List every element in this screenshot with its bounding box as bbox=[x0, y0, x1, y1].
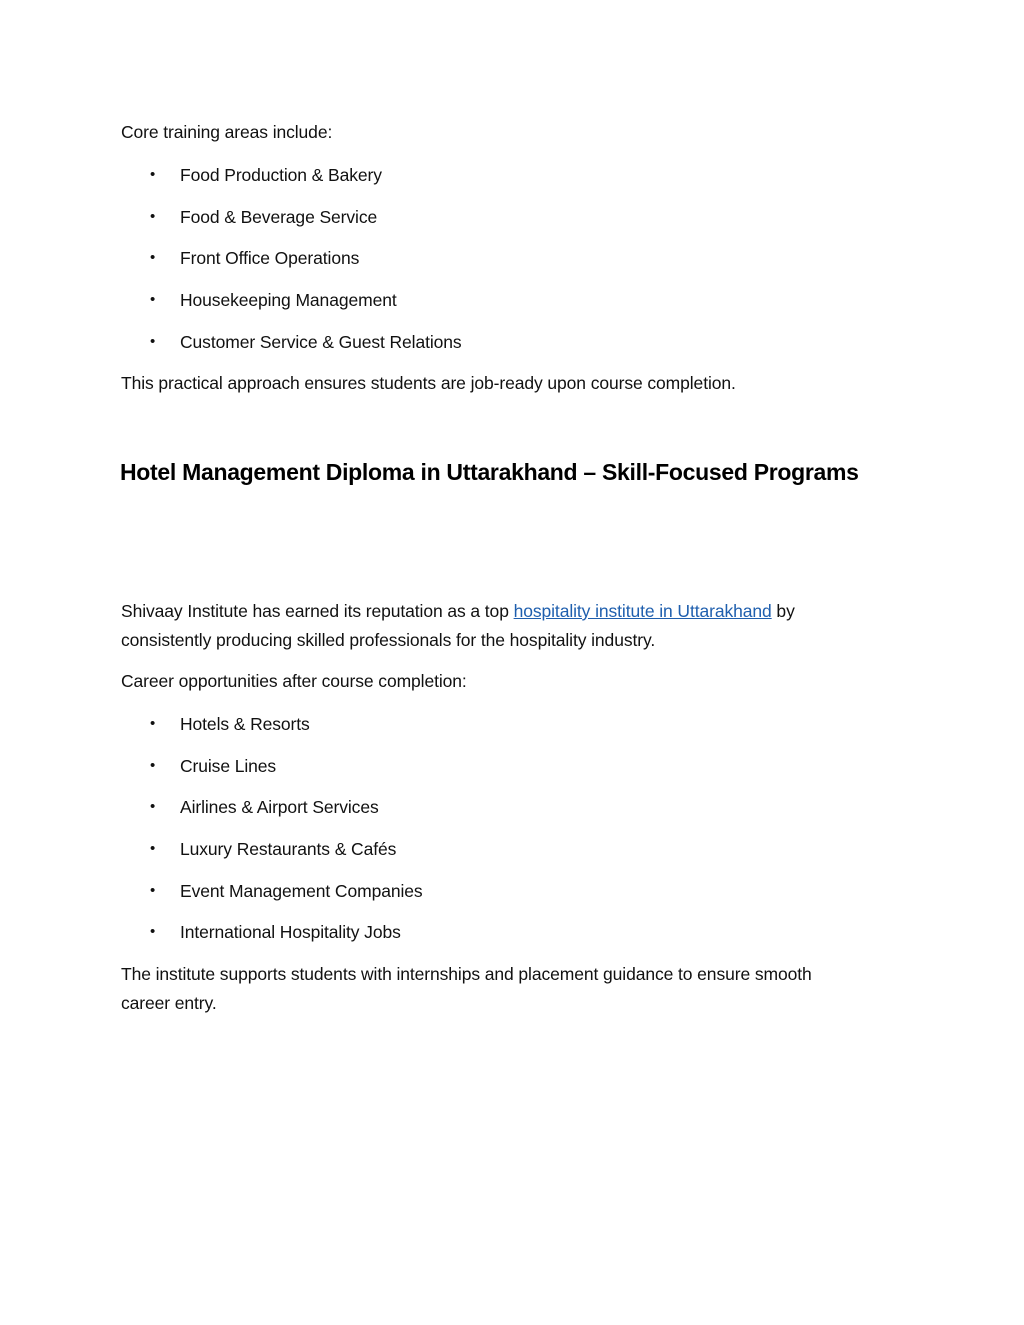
bullet-icon: • bbox=[150, 757, 156, 774]
bullet-icon: • bbox=[150, 882, 156, 899]
hospitality-institute-link[interactable]: hospitality institute in Uttarakhand bbox=[513, 601, 772, 621]
list-item: • Customer Service & Guest Relations bbox=[150, 332, 462, 352]
list-item: • Housekeeping Management bbox=[150, 290, 397, 310]
reputation-paragraph-line1: Shivaay Institute has earned its reputation as a top hospitality institute in Uttarakhand by bbox=[121, 601, 795, 621]
list-item: • Hotels & Resorts bbox=[150, 714, 310, 734]
list-item: • Food & Beverage Service bbox=[150, 207, 378, 227]
list-item: • Luxury Restaurants & Cafés bbox=[150, 839, 397, 859]
closing-paragraph-line1: The institute supports students with internships and placement guidance to ensure smooth bbox=[121, 964, 812, 984]
bullet-icon: • bbox=[150, 923, 156, 940]
practical-approach-text: This practical approach ensures students are job-ready upon course completion. bbox=[121, 373, 736, 393]
list-item: • Cruise Lines bbox=[150, 756, 277, 776]
bullet-icon: • bbox=[150, 715, 156, 732]
list-item: • Food Production & Bakery bbox=[150, 165, 382, 185]
bullet-icon: • bbox=[150, 208, 156, 225]
closing-paragraph-line2: career entry. bbox=[121, 993, 217, 1013]
bullet-icon: • bbox=[150, 249, 156, 266]
list-item: • Event Management Companies bbox=[150, 881, 423, 901]
core-training-intro: Core training areas include: bbox=[121, 122, 333, 142]
bullet-icon: • bbox=[150, 840, 156, 857]
career-intro: Career opportunities after course completion: bbox=[121, 671, 467, 691]
list-item: • Airlines & Airport Services bbox=[150, 797, 379, 817]
list-item: • Front Office Operations bbox=[150, 248, 360, 268]
bullet-icon: • bbox=[150, 798, 156, 815]
bullet-icon: • bbox=[150, 291, 156, 308]
list-item: • International Hospitality Jobs bbox=[150, 922, 401, 942]
reputation-paragraph-line2: consistently producing skilled professionals for the hospitality industry. bbox=[121, 630, 656, 650]
bullet-icon: • bbox=[150, 333, 156, 350]
bullet-icon: • bbox=[150, 166, 156, 183]
section-heading: Hotel Management Diploma in Uttarakhand – Skill-Focused Programs bbox=[120, 459, 859, 485]
